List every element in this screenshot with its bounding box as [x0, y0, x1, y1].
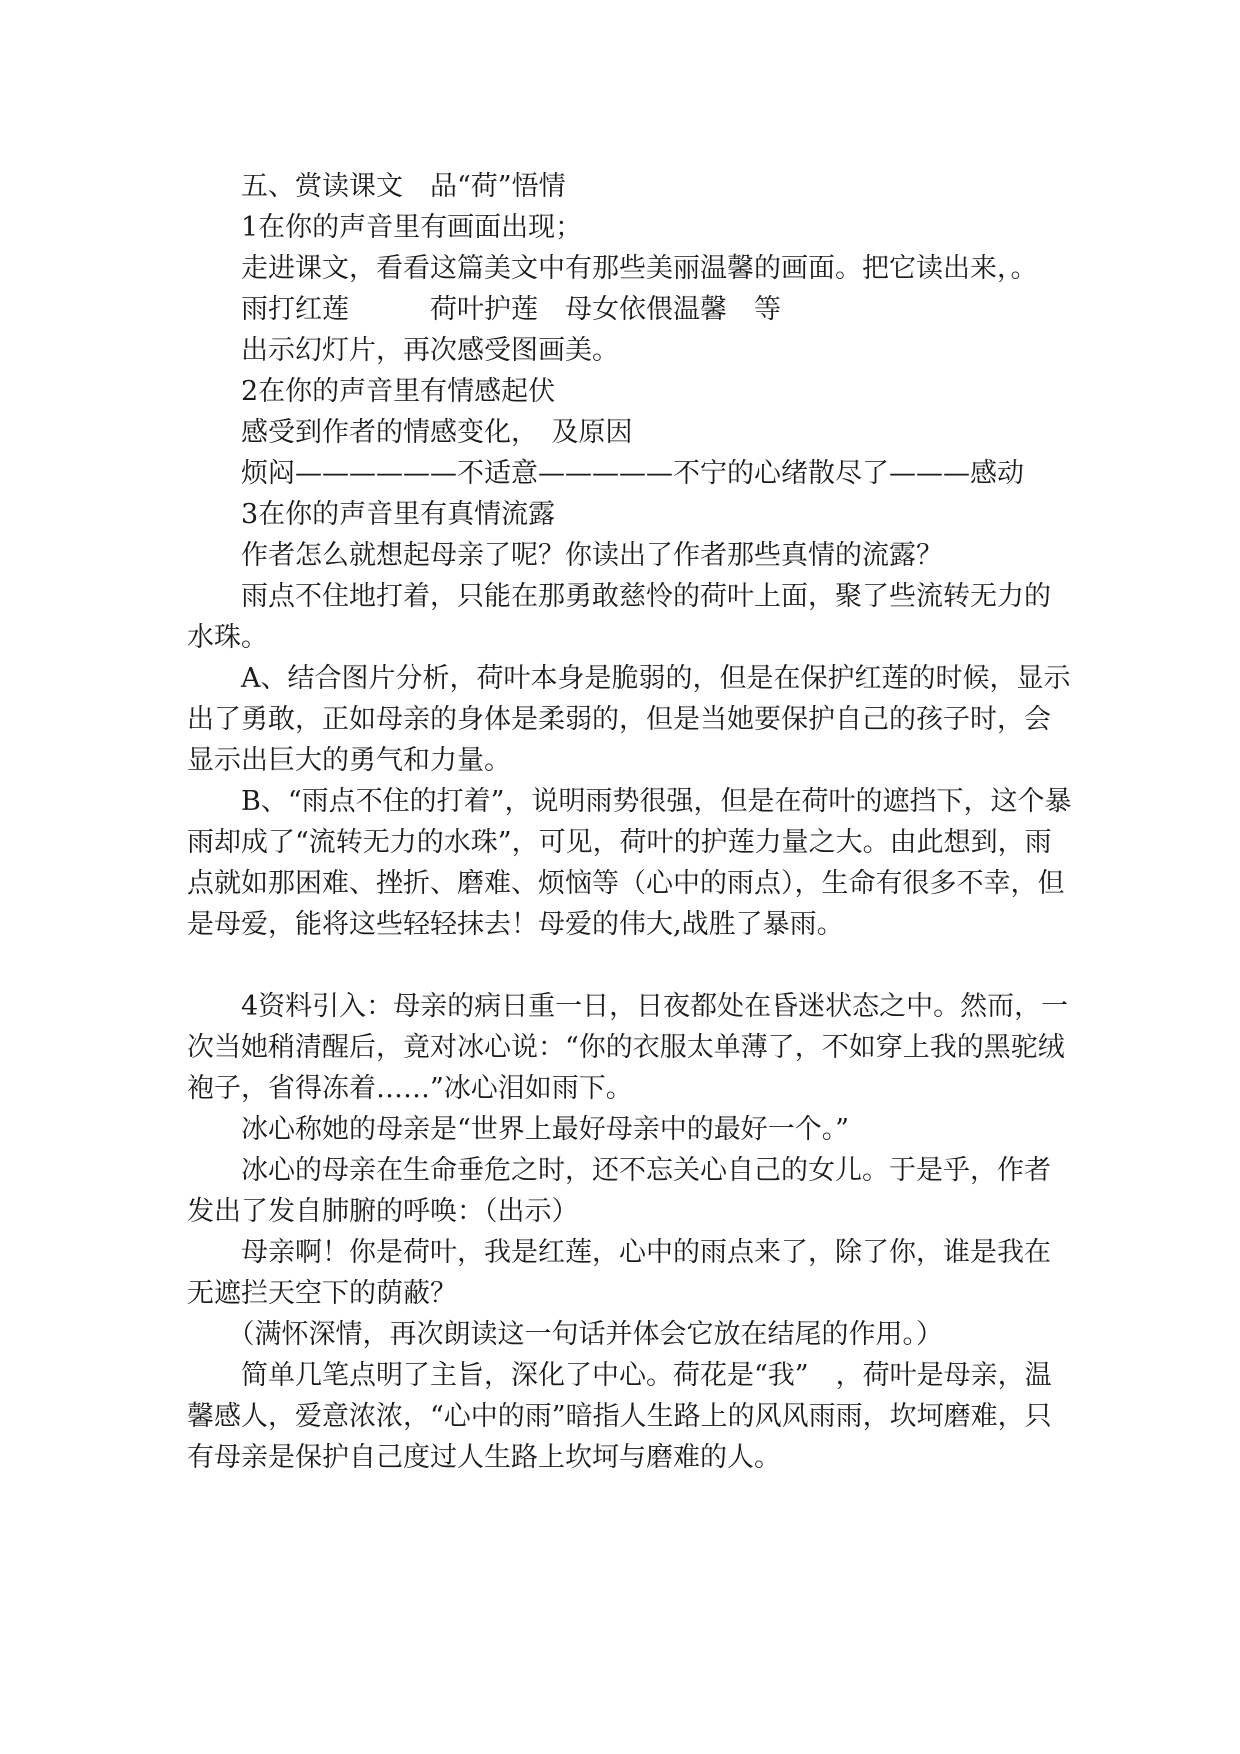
paragraph: 1在你的声音里有画面出现；	[241, 212, 583, 243]
blank-line	[187, 945, 1077, 986]
paragraph: 母亲啊！你是荷叶，我是红莲，心中的雨点来了，除了你，谁是我在无遮拦天空下的荫蔽？	[187, 1237, 1051, 1309]
paragraph: （满怀深情，再次朗读这一句话并体会它放在结尾的作用。）	[227, 1319, 943, 1350]
paragraph: 2在你的声音里有情感起伏	[241, 376, 556, 407]
paragraph: 走进课文，看看这篇美文中有那些美丽温馨的画面。把它读出来，。	[241, 253, 1038, 284]
paragraph: 雨点不住地打着，只能在那勇敢慈怜的荷叶上面，聚了些流转无力的水珠。	[187, 581, 1051, 653]
paragraph: 简单几笔点明了主旨，深化了中心。荷花是“我” ，荷叶是母亲，温馨感人，爱意浓浓，“心中的雨”暗指人生路上的风风雨雨，坎坷磨难，只有母亲是保护自己度过人生路上坎坷与磨难的人。	[187, 1360, 1052, 1473]
document-body	[187, 166, 1077, 1478]
paragraph: 冰心称她的母亲是“世界上最好母亲中的最好一个。”	[241, 1114, 850, 1145]
section-heading: 五、赏读课文 品“荷”悟情	[241, 171, 566, 202]
paragraph: 感受到作者的情感变化， 及原因	[241, 417, 633, 448]
paragraph: 冰心的母亲在生命垂危之时，还不忘关心自己的女儿。于是乎，作者发出了发自肺腑的呼唤：（出示）	[187, 1155, 1051, 1227]
paragraph: A、结合图片分析，荷叶本身是脆弱的，但是在保护红莲的时候，显示出了勇敢，正如母亲的身体是柔弱的，但是当她要保护自己的孩子时，会显示出巨大的勇气和力量。	[187, 663, 1071, 776]
paragraph: 作者怎么就想起母亲了呢？你读出了作者那些真情的流露？	[241, 540, 943, 571]
paragraph: 雨打红莲 荷叶护莲 母女依偎温馨 等	[241, 294, 781, 325]
paragraph: B、“雨点不住的打着”，说明雨势很强，但是在荷叶的遮挡下，这个暴雨却成了“流转无力的水珠”，可见，荷叶的护莲力量之大。由此想到，雨点就如那困难、挫折、磨难、烦恼等（心中的雨点），生命有很多不幸，但是母爱，能将这些轻轻抹去！母爱的伟大,战胜了暴雨。	[187, 786, 1072, 940]
paragraph: 烦闷——————不适意—————不宁的心绪散尽了———感动	[241, 458, 1024, 489]
paragraph: 3在你的声音里有真情流露	[241, 499, 556, 530]
paragraph: 出示幻灯片，再次感受图画美。	[241, 335, 619, 366]
paragraph: 4资料引入：母亲的病日重一日，日夜都处在昏迷状态之中。然而，一次当她稍清醒后，竟对冰心说：“你的衣服太单薄了，不如穿上我的黑驼绒袍子，省得冻着……”冰心泪如雨下。	[187, 991, 1069, 1104]
